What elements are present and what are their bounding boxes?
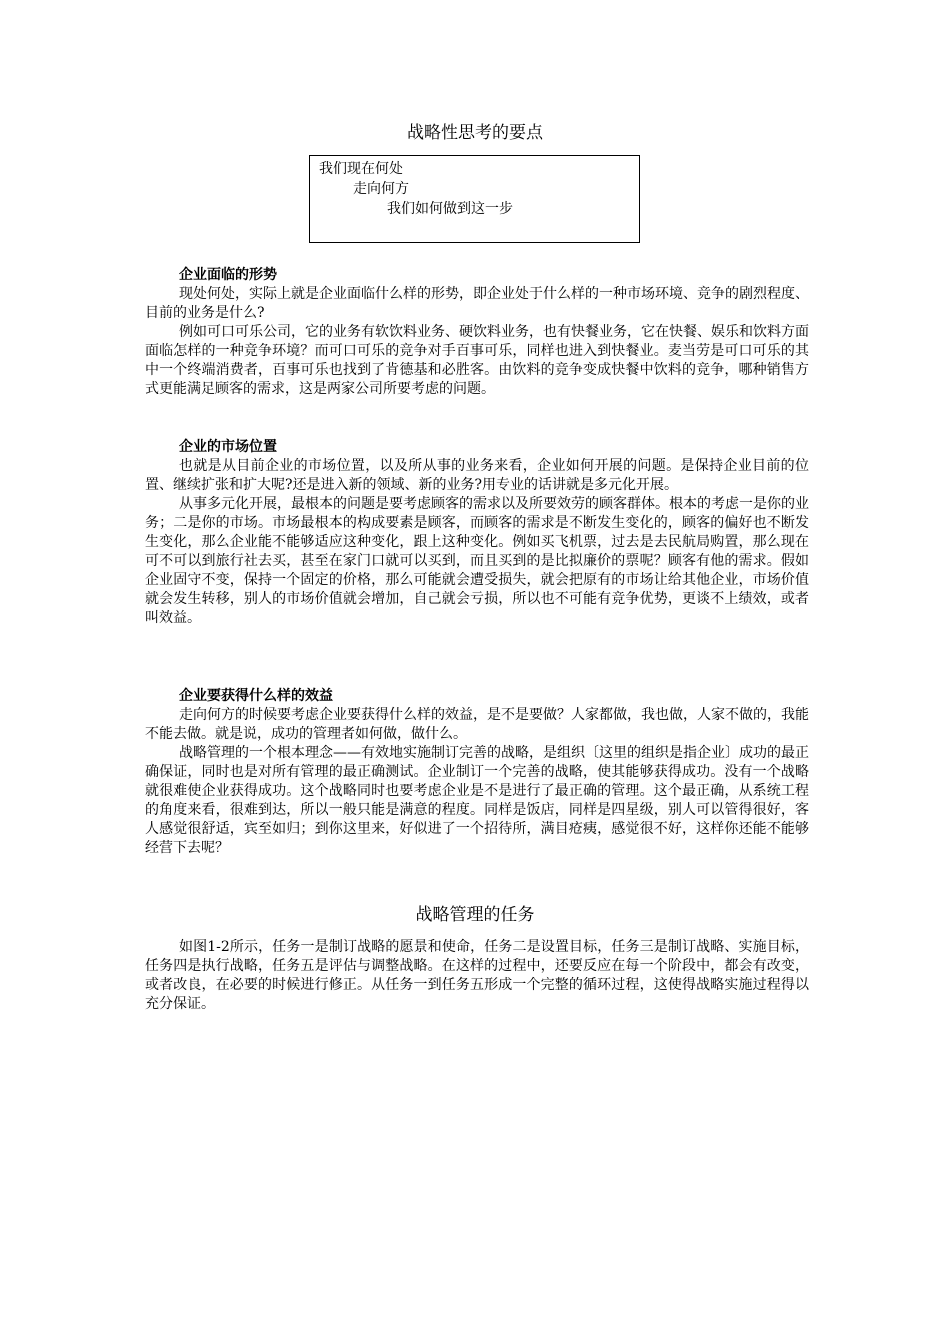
section-market-position <box>145 438 809 628</box>
paragraph: 从事多元化开展，最根本的问题是要考虑顾客的需求以及所要效劳的顾客群体。根本的考虑一是你的业务；二是你的市场。市场最根本的构成要素是顾客，而顾客的需求是不断发生变化的，顾客的偏好也不断发生变化，那么企业能不能够适应这种变化，跟上这种变化。例如买飞机票，过去是去民航局购置，那么现在可不可以到旅行社去买，甚至在家门口就可以买到，而且买到的是比拟廉价的票呢？顾客有他的需求。假如企业固守不变，保持一个固定的价格，那么可能就会遭受损失，就会把原有的市场让给其他企业，市场价值就会发生转移，别人的市场价值就会增加，自己就会亏损，所以也不可能有竞争优势，更谈不上绩效，或者叫效益。 <box>145 496 809 626</box>
section-heading: 企业面临的形势 <box>179 267 277 283</box>
paragraph: 也就是从目前企业的市场位置，以及所从事的业务来看，企业如何开展的问题。是保持企业目前的位置、继续扩张和扩大呢?还是进入新的领域、新的业务?用专业的话讲就是多元化开展。 <box>145 458 809 493</box>
box-line-how: 我们如何做到这一步 <box>387 201 513 217</box>
box-line-where-to: 走向何方 <box>353 181 409 197</box>
paragraph: 现处何处，实际上就是企业面临什么样的形势，即企业处于什么样的一种市场环境、竞争的剧烈程度、目前的业务是什么? <box>145 286 809 321</box>
section-heading: 企业要获得什么样的效益 <box>179 688 333 704</box>
section-title-tasks: 战略管理的任务 <box>415 905 535 925</box>
section-benefits <box>145 687 809 858</box>
key-questions-box <box>309 155 640 243</box>
paragraph: 走向何方的时候要考虑企业要获得什么样的效益，是不是要做？人家都做，我也做，人家不做的，我能不能去做。就是说，成功的管理者如何做，做什么。 <box>145 707 809 742</box>
section-situation <box>145 266 809 399</box>
paragraph: 例如可口可乐公司，它的业务有软饮料业务、硬饮料业务，也有快餐业务，它在快餐、娱乐和饮料方面面临怎样的一种竞争环境？而可口可乐的竞争对手百事可乐，同样也进入到快餐业。麦当劳是可口可乐的其中一个终端消费者，百事可乐也找到了肯德基和必胜客。由饮料的竞争变成快餐中饮料的竞争，哪种销售方式更能满足顾客的需求，这是两家公司所要考虑的问题。 <box>145 324 809 397</box>
paragraph: 战略管理的一个根本理念——有效地实施制订完善的战略，是组织〔这里的组织是指企业〕成功的最正确保证，同时也是对所有管理的最正确测试。企业制订一个完善的战略，使其能够获得成功。没有一个战略就很难使企业获得成功。这个战略同时也要考虑企业是不是进行了最正确的管理。这个最正确，从系统工程的角度来看，很难到达，所以一般只能是满意的程度。同样是饭店，同样是四星级，别人可以管得很好，客人感觉很舒适，宾至如归；到你这里来，好似进了一个招待所，满目疮痍，感觉很不好，这样你还能不能够经营下去呢？ <box>145 745 809 856</box>
box-line-where-now: 我们现在何处 <box>319 161 403 177</box>
paragraph: 如图1-2所示，任务一是制订战略的愿景和使命，任务二是设置目标，任务三是制订战略、实施目标，任务四是执行战略，任务五是评估与调整战略。在这样的过程中，还要反应在每一个阶段中，都会有改变，或者改良，在必要的时候进行修正。从任务一到任务五形成一个完整的循环过程，这使得战略实施过程得以充分保证。 <box>145 939 809 1012</box>
section-tasks <box>145 938 809 1014</box>
section-heading: 企业的市场位置 <box>179 439 277 455</box>
page-title: 战略性思考的要点 <box>407 123 543 143</box>
